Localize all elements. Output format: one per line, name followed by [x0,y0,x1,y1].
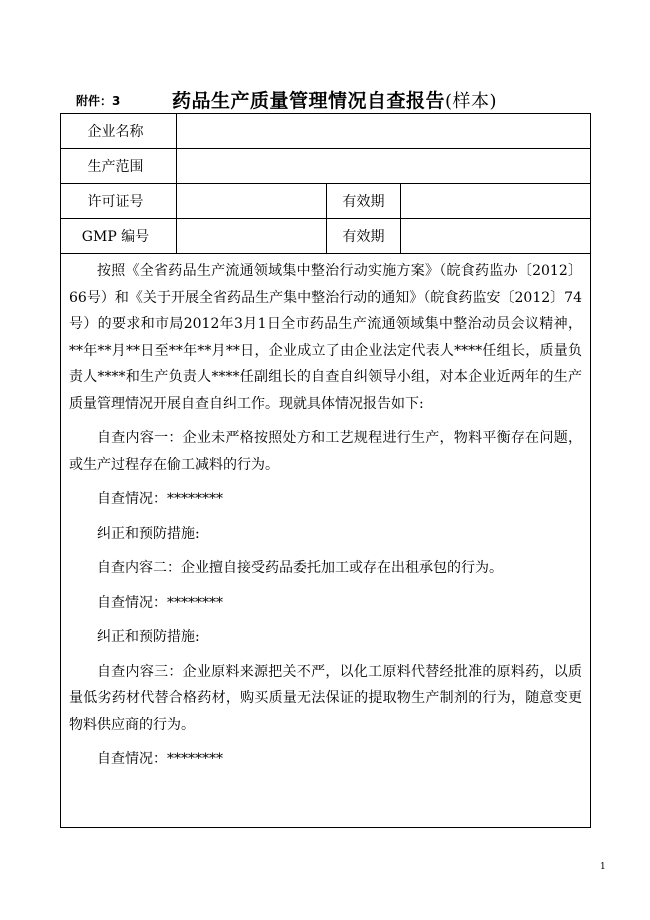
row-company-name [61,114,590,149]
license-number-field[interactable] [177,184,327,218]
gmp-number-label: GMP 编号 [61,219,177,253]
company-name-field[interactable] [177,114,590,148]
license-validity-label: 有效期 [327,184,401,218]
production-scope-label: 生产范围 [61,149,177,183]
attachment-label: 附件：3 [76,94,121,108]
check-item-3-status: 自查情况：******** [97,751,223,767]
title-text: 药品生产质量管理情况自查报告 [172,90,446,112]
check-item-2: 自查内容二：企业擅自接受药品委托加工或存在出租承包的行为。 [97,560,503,576]
report-form [60,113,591,828]
document-title [172,86,497,113]
gmp-validity-field[interactable] [401,219,590,253]
report-body [61,254,590,827]
row-license [61,184,590,219]
document-header [76,86,596,116]
company-name-label: 企业名称 [61,114,177,148]
intro-paragraph: 按照《全省药品生产流通领域集中整治行动实施方案》（皖食药监办〔2012〕66号）和《关于开展全省药品生产集中整治行动的通知》（皖食药监安〔2012〕74号）的要求和市局2012年3月1日全市药品生产流通领域集中整治动员会议精神，**年**月**日至**年**月**日，企业成立了由企业法定代表人****任组长，质量负责人****和生产负责人****任副组长的自查自纠领导小组，对本企业近两年的生产质量管理情况开展自查自纠工作。现就具体情况报告如下: [69,263,582,412]
gmp-number-field[interactable] [177,219,327,253]
check-item-1-measures: 纠正和预防措施: [97,525,200,542]
row-production-scope [61,149,590,184]
row-gmp [61,219,590,254]
license-number-label: 许可证号 [61,184,177,218]
license-validity-field[interactable] [401,184,590,218]
page-number: 1 [600,862,606,872]
check-item-3: 自查内容三：企业原料来源把关不严，以化工原料代替经批准的原料药，以质量低劣药材代替合格药材，购买质量无法保证的提取物生产制剂的行为，随意变更物料供应商的行为。 [69,663,582,733]
title-suffix: (样本) [445,91,498,112]
production-scope-field[interactable] [177,149,590,183]
check-item-1: 自查内容一：企业未严格按照处方和工艺规程进行生产，物料平衡存在问题，或生产过程存在偷工减料的行为。 [69,430,582,473]
check-item-2-status: 自查情况：******** [97,594,223,611]
check-item-1-status: 自查情况：******** [97,491,223,507]
gmp-validity-label: 有效期 [327,219,401,253]
check-item-2-measures: 纠正和预防措施: [97,629,200,645]
